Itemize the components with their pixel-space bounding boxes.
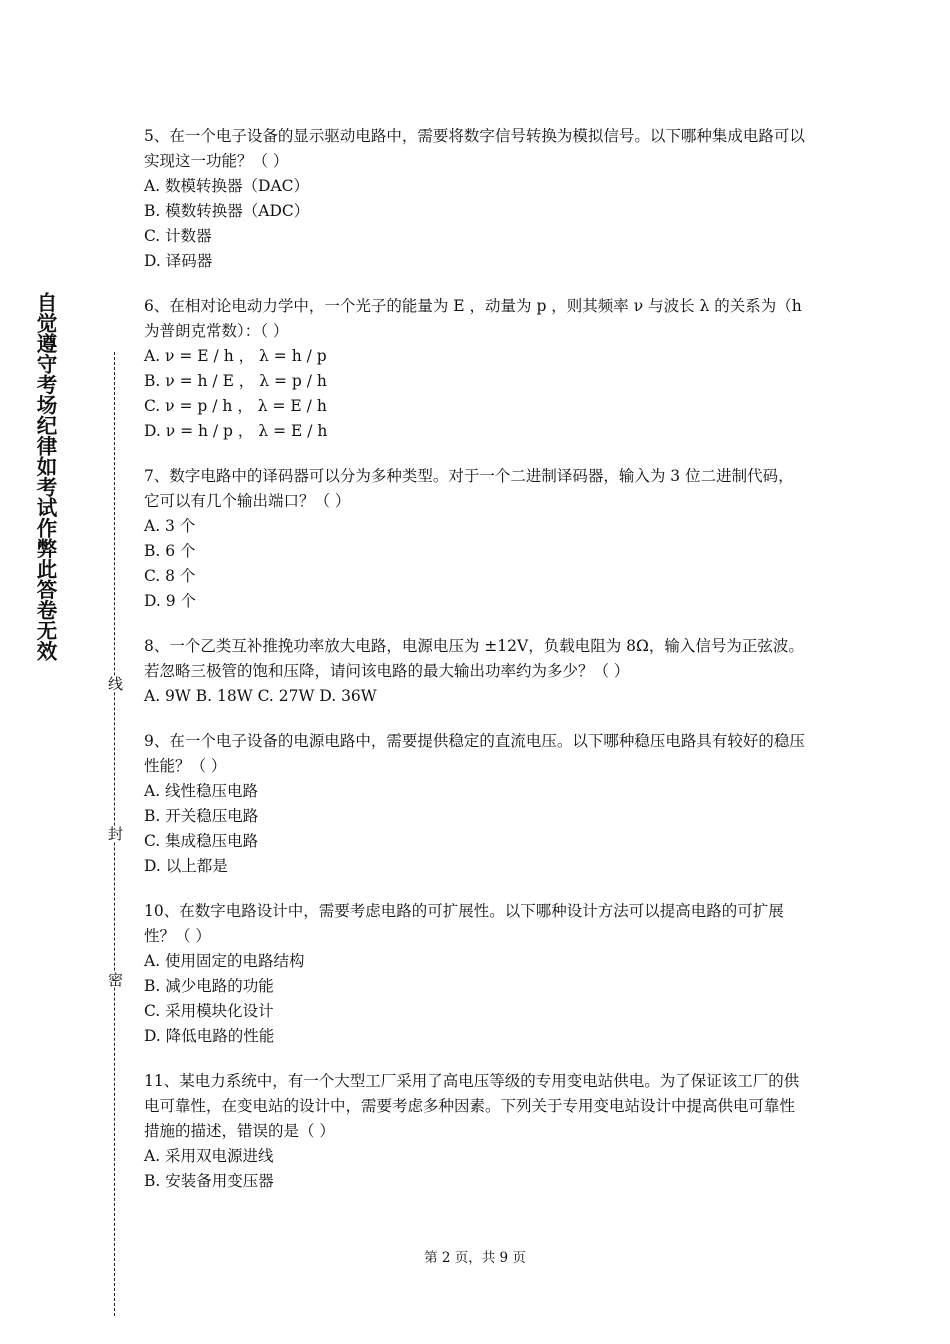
question-text: 9、在一个电子设备的电源电路中，需要提供稳定的直流电压。以下哪种稳压电路具有较好的稳压性能？（ ） [144, 732, 805, 775]
option: A. 线性稳压电路 [144, 782, 259, 800]
option: D. 9 个 [144, 592, 197, 610]
option: B. 安装备用变压器 [144, 1172, 274, 1190]
option: B. 开关稳压电路 [144, 807, 259, 825]
question-text: 5、在一个电子设备的显示驱动电路中，需要将数字信号转换为模拟信号。以下哪种集成电路可以实现这一功能？（ ） [144, 127, 805, 170]
question-11 [144, 1069, 809, 1194]
option: B. 模数转换器（ADC） [144, 202, 310, 220]
exam-discipline-warning: 自觉遵守考场纪律如考试作弊此答卷无效 [33, 292, 57, 661]
question-text: 10、在数字电路设计中，需要考虑电路的可扩展性。以下哪种设计方法可以提高电路的可扩展性？（ ） [144, 902, 784, 945]
option: B. ν = h / E ， λ = p / h [144, 372, 327, 390]
option: C. 采用模块化设计 [144, 1002, 274, 1020]
question-5 [144, 124, 809, 274]
option: C. 8 个 [144, 567, 196, 585]
question-text: 6、在相对论电动力学中，一个光子的能量为 E ，动量为 p ，则其频率 ν 与波长 λ 的关系为（h 为普朗克常数）：（ ） [144, 297, 802, 340]
question-6 [144, 294, 809, 444]
option: C. 计数器 [144, 227, 212, 245]
option: A. ν = E / h ， λ = h / p [144, 347, 327, 365]
option: C. ν = p / h ， λ = E / h [144, 397, 327, 415]
option: A. 3 个 [144, 517, 196, 535]
question-9 [144, 729, 809, 879]
question-7 [144, 464, 809, 614]
option: D. 降低电路的性能 [144, 1027, 275, 1045]
question-text: 7、数字电路中的译码器可以分为多种类型。对于一个二进制译码器，输入为 3 位二进制代码，它可以有几个输出端口？（ ） [144, 467, 794, 510]
option: D. ν = h / p ， λ = E / h [144, 422, 328, 440]
page-number-footer: 第 2 页，共 9 页 [424, 1250, 526, 1266]
option: A. 采用双电源进线 [144, 1147, 274, 1165]
seal-label-secret: 密 [106, 972, 124, 987]
option: B. 6 个 [144, 542, 196, 560]
option: D. 以上都是 [144, 857, 228, 875]
question-list [144, 124, 809, 1214]
option: A. 数模转换器（DAC） [144, 177, 310, 195]
seal-label-seal: 封 [106, 826, 124, 841]
question-text: 11、某电力系统中，有一个大型工厂采用了高电压等级的专用变电站供电。为了保证该工厂的供电可靠性，在变电站的设计中，需要考虑多种因素。下列关于专用变电站设计中提高供电可靠性措施的描述，错误的是（ ） [144, 1072, 800, 1140]
option: D. 译码器 [144, 252, 213, 270]
question-10 [144, 899, 809, 1049]
option: A. 9W B. 18W C. 27W D. 36W [144, 687, 377, 705]
seal-label-line: 线 [106, 676, 124, 691]
option: B. 减少电路的功能 [144, 977, 274, 995]
question-text: 8、一个乙类互补推挽功率放大电路，电源电压为 ±12V，负载电阻为 8Ω，输入信号为正弦波。若忽略三极管的饱和压降，请问该电路的最大输出功率约为多少？（ ） [144, 637, 804, 680]
question-8 [144, 634, 809, 709]
option: C. 集成稳压电路 [144, 832, 259, 850]
option: A. 使用固定的电路结构 [144, 952, 305, 970]
